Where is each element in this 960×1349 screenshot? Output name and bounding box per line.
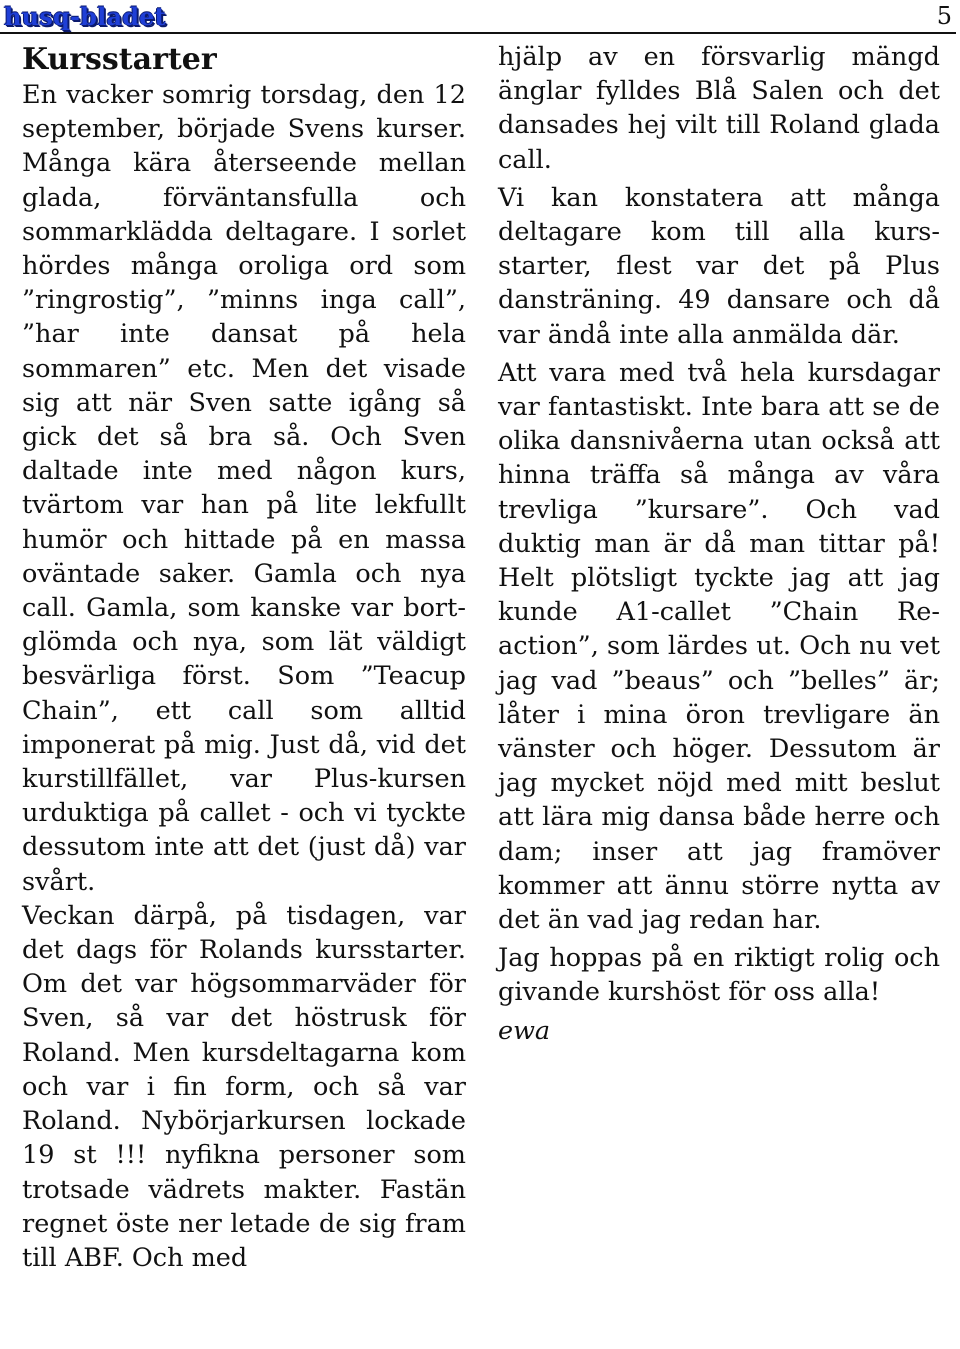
article-paragraph: Att vara med två hela kursdagar var fantastiskt. Inte bara att se de olika dansnivåerna utan också att hinna träffa så många av våra trevliga ”kursare”. Och vad duktig man är då man tittar på! Helt plötsligt tyckte jag att jag kunde A1-callet ”Chain Reaction”, som lärdes ut. Och nu vet jag vad ”beaus” och ”belles” är; låter i mina öron trevligare än vänster och höger. Dessutom är jag mycket nöjd med mitt beslut att lära mig dansa både herre och dam; inser att jag framöver kommer att ännu större nytta av det än vad jag redan har.: [498, 357, 940, 936]
page-number: 5: [936, 2, 952, 30]
article-paragraph: hjälp av en försvarlig mängd änglar fylldes Blå Salen och det dansades hej vilt till Roland glada call.: [498, 42, 940, 175]
masthead: [0, 0, 960, 36]
article-paragraph: Jag hoppas på en riktigt rolig och givande kurshöst för oss alla!: [498, 943, 940, 1008]
article-paragraph: Veckan därpå, på tisdagen, var det dags för Rolands kursstarter. Om det var högsommarväder för Sven, så var det höstrusk för Roland. Men kursdeltagarna kom och var i fin form, och så var Roland. Nybörjarkursen lockade 19 st !!! nyfikna personer som trotsade vädrets makter. Fastän regnet öste ner letade de sig fram till ABF. Och med: [22, 900, 466, 1273]
newsletter-title: husq-bladet: [4, 2, 166, 31]
article-paragraph: En vacker somrig torsdag, den 12 september, började Svens kurser. Många kära återseende mellan glada, förväntansfulla och sommarklädda deltagare. I sorlet hördes många oroliga ord som ”ringrostig”, ”minns inga call”, ”har inte dansat på hela sommaren” etc. Men det visade sig att när Sven satte igång så gick det så bra så. Och Sven daltade inte med någon kurs, tvärtom var han på lite lekfullt humör och hittade på en massa oväntade saker. Gamla och nya call. Gamla, som kanske var bortglömda och nya, som lät väldigt besvärliga först. Som ”Teacup Chain”, ett call som alltid imponerat på mig. Just då, vid det kurstillfället, var Plus-kursen urduktiga på callet - och vi tyckte dessutom inte att det (just då) var svårt.: [22, 80, 466, 897]
article-heading: Kursstarter: [22, 42, 217, 77]
article-column-right: [498, 40, 940, 1048]
header-rule: [0, 32, 956, 34]
article-paragraph: Vi kan konstatera att många deltagare kom till alla kursstarter, flest var det på Plus dansträning. 49 dansare och då var ändå inte alla anmälda där.: [498, 182, 940, 350]
author-signature: ewa: [498, 1015, 551, 1046]
article-column-left: [22, 40, 466, 1275]
